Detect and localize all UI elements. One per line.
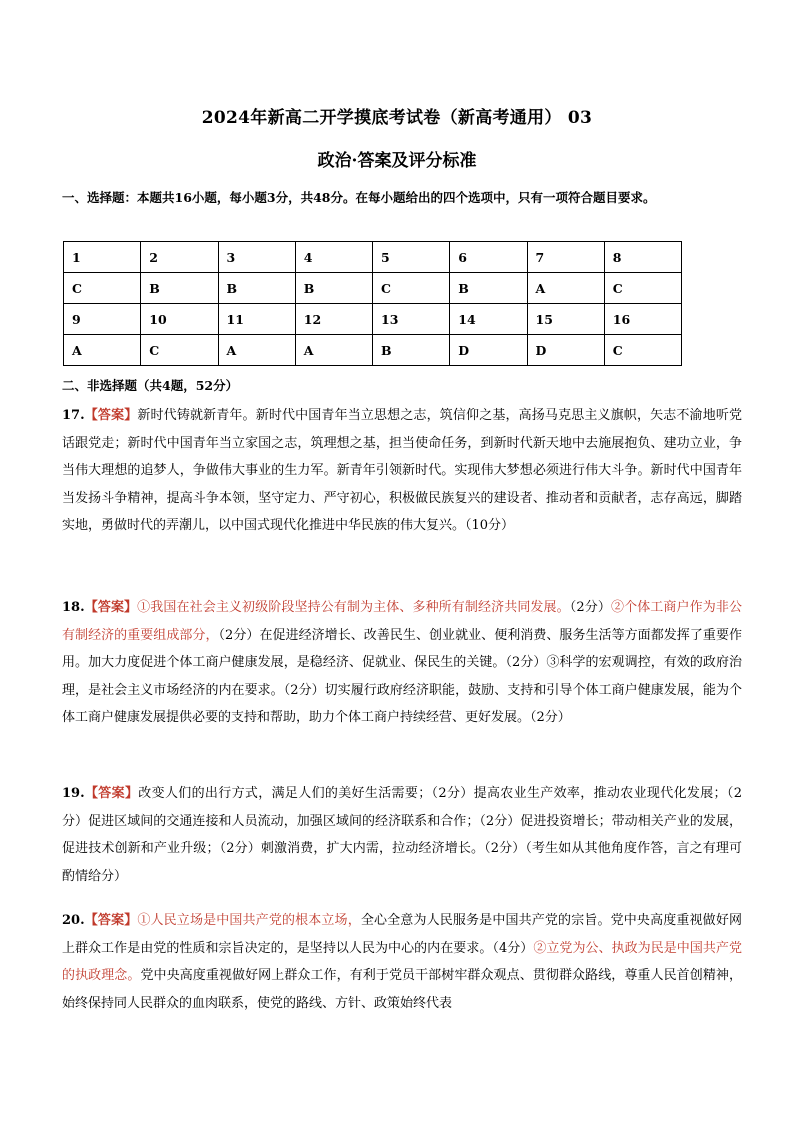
answer-19 [62, 780, 742, 890]
table-cell: D [527, 335, 604, 366]
table-cell: A [64, 335, 141, 366]
question-number: 18. [62, 600, 85, 615]
table-cell: D [450, 335, 527, 366]
page-title: 2024年新高二开学摸底考试卷（新高考通用） 03 [201, 108, 593, 128]
table-cell: 15 [527, 304, 604, 335]
answer-key-point: ①我国在社会主义初级阶段坚持公有制为主体、多种所有制经济共同发展。 [137, 600, 570, 615]
answer-tag: 【答案】 [84, 408, 138, 423]
answer-18 [62, 594, 742, 732]
answer-tag: 【答案】 [84, 913, 138, 928]
table-cell: C [604, 335, 681, 366]
table-cell: 13 [373, 304, 450, 335]
table-cell: 5 [373, 242, 450, 273]
table-cell: 12 [295, 304, 372, 335]
table-cell: B [218, 273, 295, 304]
question-number: 20. [62, 913, 85, 928]
answer-20 [62, 907, 742, 1017]
section-heading-free-response: 二、非选择题（共4题，52分） [62, 378, 239, 393]
table-cell: B [295, 273, 372, 304]
answer-text: 全心全意为人民服务是中国共产党的宗旨。党中央高度重视做好网上群众工作是由党的性质和宗旨决定的，是坚持以人民为中心的内在要求。（4分） [62, 913, 742, 956]
answer-text: 新时代铸就新青年。新时代中国青年当立思想之志，筑信仰之基，高扬马克思主义旗帜，矢志不渝地听党话跟党走；新时代中国青年当立家国之志，筑理想之基，担当使命任务，到新时代新天地中去施展抱负、建功立业，争当伟大理想的追梦人，争做伟大事业的生力军。新青年引领新时代。实现伟大梦想必须进行伟大斗争。新时代中国青年当发扬斗争精神，提高斗争本领，坚守定力、严守初心，积极做民族复兴的建设者、推动者和贡献者，志存高远，脚踏实地，勇做时代的弄潮儿，以中国式现代化推进中华民族的伟大复兴。（10分） [62, 408, 742, 533]
table-cell: 6 [450, 242, 527, 273]
table-cell: 7 [527, 242, 604, 273]
table-row-answers-2 [64, 335, 682, 366]
answer-17 [62, 402, 742, 540]
table-cell: A [527, 273, 604, 304]
answer-tag: 【答案】 [84, 786, 139, 801]
table-cell: B [450, 273, 527, 304]
answer-key-point: ②立党为公、执政为民是中国共产党的执政理念。 [62, 940, 742, 983]
table-cell: C [64, 273, 141, 304]
table-row-numbers-2 [64, 304, 682, 335]
answer-key-point: ①人民立场是中国共产党的根本立场， [137, 913, 361, 928]
answer-text: 党中央高度重视做好网上群众工作，有利于党员干部树牢群众观点、贯彻群众路线，尊重人民首创精神，始终保持同人民群众的血肉联系，使党的路线、方针、政策始终代表 [62, 968, 742, 1011]
answer-tag: 【答案】 [84, 600, 138, 615]
answer-text: （2分） [569, 600, 611, 615]
table-cell: B [373, 335, 450, 366]
table-cell: C [373, 273, 450, 304]
table-cell: 1 [64, 242, 141, 273]
answer-key-point: ②个体工商户作为非公有制经济的重要组成部分， [62, 600, 742, 643]
table-cell: C [141, 335, 218, 366]
table-cell: 3 [218, 242, 295, 273]
table-cell: 9 [64, 304, 141, 335]
table-cell: A [218, 335, 295, 366]
answer-text: 改变人们的出行方式，满足人们的美好生活需要；（2分）提高农业生产效率，推动农业现代化发展；（2分）促进区域间的交通连接和人员流动，加强区域间的经济联系和合作；（2分）促进投资增长；带动相关产业的发展，促进技术创新和产业升级；（2分）刺激消费，扩大内需，拉动经济增长。（2分）（考生如从其他角度作答，言之有理可酌情给分） [62, 786, 742, 884]
table-row-numbers-1 [64, 242, 682, 273]
table-cell: 4 [295, 242, 372, 273]
table-cell: B [141, 273, 218, 304]
question-number: 17. [62, 408, 85, 423]
question-number: 19. [62, 786, 85, 801]
table-cell: 16 [604, 304, 681, 335]
table-cell: 14 [450, 304, 527, 335]
table-cell: 2 [141, 242, 218, 273]
table-cell: 8 [604, 242, 681, 273]
table-cell: C [604, 273, 681, 304]
table-row-answers-1 [64, 273, 682, 304]
answer-table [63, 241, 682, 366]
page-subtitle: 政治·答案及评分标准 [317, 151, 477, 171]
table-cell: 11 [218, 304, 295, 335]
table-cell: A [295, 335, 372, 366]
table-cell: 10 [141, 304, 218, 335]
section-heading-multiple-choice: 一、选择题：本题共16小题，每小题3分，共48分。在每小题给出的四个选项中，只有一项符合题目要求。 [62, 190, 656, 205]
answer-text: （2分）在促进经济增长、改善民生、创业就业、便利消费、服务生活等方面都发挥了重要作用。加大力度促进个体工商户健康发展，是稳经济、促就业、保民生的关键。（2分）③科学的宏观调控，有效的政府治理，是社会主义市场经济的内在要求。（2分）切实履行政府经济职能，鼓励、支持和引导个体工商户健康发展，能为个体工商户健康发展提供必要的支持和帮助，助力个体工商户持续经营、更好发展。（2分） [62, 627, 742, 725]
